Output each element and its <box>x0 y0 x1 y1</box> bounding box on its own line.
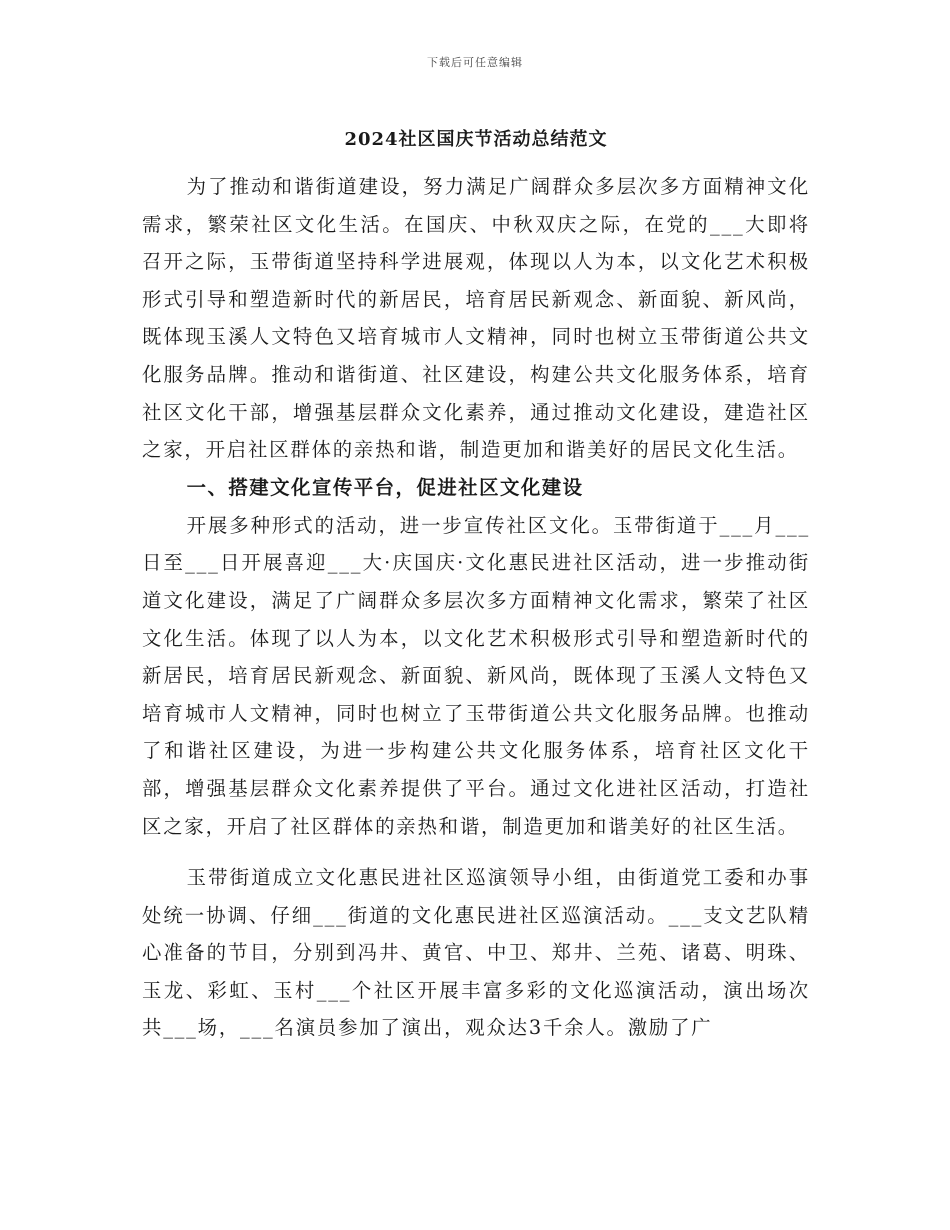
document-title: 2024社区国庆节活动总结范文 <box>344 129 608 150</box>
section-heading-1: 一、搭建文化宣传平台，促进社区文化建设 <box>186 475 584 499</box>
section-1-paragraph-1: 开展多种形式的活动，进一步宣传社区文化。玉带街道于___月___日至___日开展喜迎___大·庆国庆·文化惠民进社区活动，进一步推动街道文化建设，满足了广阔群众多层次多方面精神文化需求，繁荣了社区文化生活。体现了以人为本，以文化艺术积极形式引导和塑造新时代的新居民，培育居民新观念、新面貌、新风尚，既体现了玉溪人文特色又培育城市人文精神，同时也树立了玉带街道公共文化服务品牌。也推动了和谐社区建设，为进一步构建公共文化服务体系，培育社区文化干部，增强基层群众文化素养提供了平台。通过文化进社区活动，打造社区之家，开启了社区群体的亲热和谐，制造更加和谐美好的社区生活。 <box>142 513 810 838</box>
document-body <box>142 128 810 1047</box>
section-1-paragraph-2: 玉带街道成立文化惠民进社区巡演领导小组，由街道党工委和办事处统一协调、仔细___街道的文化惠民进社区巡演活动。___支文艺队精心准备的节目，分别到冯井、黄官、中卫、郑井、兰苑、诸葛、明珠、玉龙、彩虹、玉村___个社区开展丰富多彩的文化巡演活动，演出场次共___场，___名演员参加了演出，观众达3千余人。激励了广 <box>142 866 810 1040</box>
intro-paragraph: 为了推动和谐街道建设，努力满足广阔群众多层次多方面精神文化需求，繁荣社区文化生活。在国庆、中秋双庆之际，在党的___大即将召开之际，玉带街道坚持科学进展观，体现以人为本，以文化艺术积极形式引导和塑造新时代的新居民，培育居民新观念、新面貌、新风尚，既体现玉溪人文特色又培育城市人文精神，同时也树立玉带街道公共文化服务品牌。推动和谐街道、社区建设，构建公共文化服务体系，培育社区文化干部，增强基层群众文化素养，通过推动文化建设，建造社区之家，开启社区群体的亲热和谐，制造更加和谐美好的居民文化生活。 <box>142 175 810 462</box>
header-note: 下载后可任意编辑 <box>427 56 523 69</box>
